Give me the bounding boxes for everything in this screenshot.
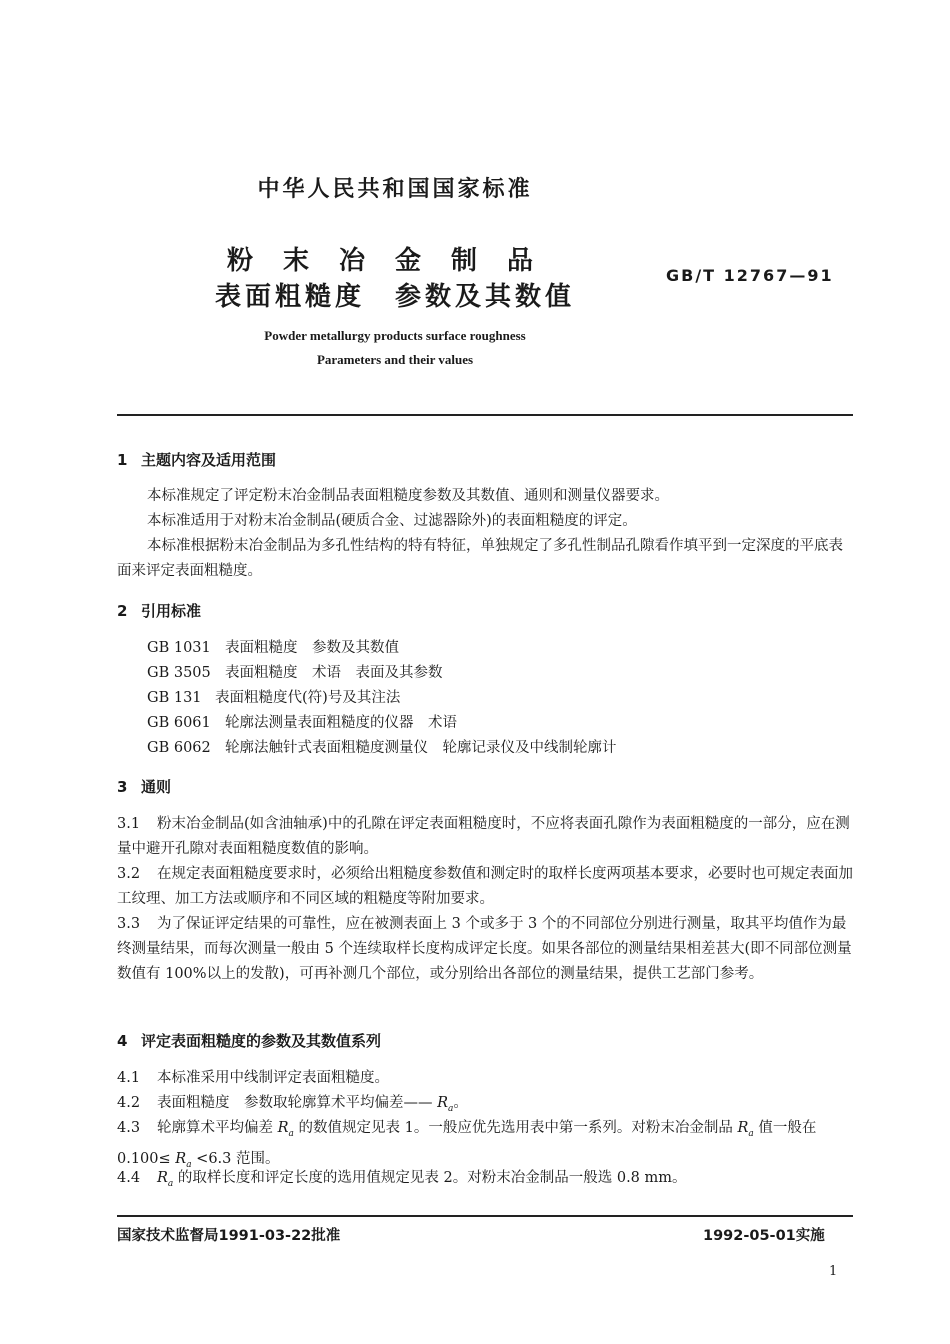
reference-item <box>147 636 399 657</box>
clause-text: 在规定表面粗糙度要求时，必须给出粗糙度参数值和测定时的取样长度两项基本要求，必要时也可规定表面加工纹理、加工方法或顺序和不同区域的粗糙度等附加要求。 <box>117 866 853 907</box>
clause-number: 3.3 <box>117 916 141 932</box>
section-title: 评定表面粗糙度的参数及其数值系列 <box>141 1032 382 1050</box>
section-title: 通则 <box>141 778 172 796</box>
clause-3-1 <box>117 812 853 862</box>
approval-date: 国家技术监督局1991-03-22批准 <box>117 1228 341 1244</box>
reference-title: 轮廓法触针式表面粗糙度测量仪 轮廓记录仪及中线制轮廓计 <box>225 740 617 756</box>
clause-number: 4.1 <box>117 1070 141 1086</box>
paragraph: 本标准规定了评定粉末冶金制品表面粗糙度参数及其数值、通则和测量仪器要求。 <box>147 488 669 504</box>
clause-text: 本标准采用中线制评定表面粗糙度。 <box>157 1070 389 1086</box>
section-title: 引用标准 <box>141 602 202 620</box>
reference-item <box>147 711 457 732</box>
clause-number: 3.2 <box>117 866 141 882</box>
document-title-line2: 表面粗糙度 参数及其数值 <box>214 282 575 312</box>
clause-number: 3.1 <box>117 816 141 832</box>
section-3-heading <box>117 776 171 797</box>
english-title-line1: Powder metallurgy products surface roughness <box>264 328 526 343</box>
implementation-date: 1992-05-01实施 <box>703 1228 825 1244</box>
section-title: 主题内容及适用范围 <box>141 451 277 469</box>
clause-text: 为了保证评定结果的可靠性，应在被测表面上 3 个或多于 3 个的不同部位分别进行测量，取其平均值作为最终测量结果，而每次测量一般由 5 个连续取样长度构成评定长度。如果各部位的测量结果相差甚大(即不同部位测量数值有 100%以上的发散)，可再补测几个部位，或分别给出各部位的测量结果，提供工艺部门参考。 <box>117 916 852 982</box>
reference-item <box>147 661 443 682</box>
reference-title: 表面粗糙度代(符)号及其注法 <box>215 690 401 706</box>
document-title-line1: 粉末冶金制品 <box>226 246 563 276</box>
ra-symbol: $R_a$ <box>437 1095 454 1114</box>
footer-divider <box>117 1215 853 1217</box>
section-1-heading <box>117 449 276 470</box>
section-number: 4 <box>117 1032 128 1050</box>
section-4-heading <box>117 1030 381 1051</box>
standard-type-heading: 中华人民共和国国家标准 <box>257 177 533 202</box>
page-number: 1 <box>829 1264 838 1279</box>
section-2-heading <box>117 600 201 621</box>
clause-4-4 <box>117 1166 853 1197</box>
standard-code: GB/T 12767—91 <box>666 266 834 285</box>
reference-code: GB 131 <box>147 690 202 706</box>
clause-number: 4.3 <box>117 1120 141 1136</box>
reference-item <box>147 686 400 707</box>
header-divider <box>117 414 853 416</box>
section-number: 2 <box>117 602 128 620</box>
clause-text: 轮廓算术平均偏差 <box>157 1120 278 1136</box>
clause-3-2 <box>117 862 853 912</box>
reference-code: GB 1031 <box>147 640 211 656</box>
ra-symbol: $R_a$ <box>157 1170 174 1189</box>
clause-3-3 <box>117 912 853 987</box>
clause-text: <6.3 范围。 <box>191 1150 280 1167</box>
clause-number: 4.4 <box>117 1170 141 1186</box>
clause-text: 值一般在 0.100≤ <box>117 1120 817 1167</box>
ra-symbol: $R_a$ <box>175 1150 192 1170</box>
paragraph: 本标准根据粉末冶金制品为多孔性结构的特有特征，单独规定了多孔性制品孔隙看作填平到一定深度的平底表面来评定表面粗糙度。 <box>117 538 843 579</box>
ra-symbol: $R_a$ <box>737 1120 754 1139</box>
ra-symbol: $R_a$ <box>277 1120 294 1139</box>
clause-4-1 <box>117 1066 853 1091</box>
paragraph: 本标准适用于对粉末冶金制品(硬质合金、过滤器除外)的表面粗糙度的评定。 <box>147 513 637 529</box>
clause-text: 粉末冶金制品(如含油轴承)中的孔隙在评定表面粗糙度时，不应将表面孔隙作为表面粗糙度的一部分，应在测量中避开孔隙对表面粗糙度数值的影响。 <box>117 816 850 857</box>
reference-code: GB 6061 <box>147 715 211 731</box>
reference-item <box>147 736 617 757</box>
section-number: 1 <box>117 451 128 469</box>
reference-title: 表面粗糙度 术语 表面及其参数 <box>225 665 443 681</box>
english-title-line2: Parameters and their values <box>316 352 474 367</box>
clause-punctuation: 。 <box>453 1095 468 1111</box>
reference-title: 轮廓法测量表面粗糙度的仪器 术语 <box>225 715 457 731</box>
reference-code: GB 6062 <box>147 740 211 756</box>
reference-code: GB 3505 <box>147 665 211 681</box>
reference-title: 表面粗糙度 参数及其数值 <box>225 640 399 656</box>
section-number: 3 <box>117 778 128 796</box>
clause-text: 的取样长度和评定长度的选用值规定见表 2。对粉末冶金制品一般选 0.8 mm。 <box>173 1170 687 1186</box>
clause-text: 的数值规定见表 1。一般应优先选用表中第一系列。对粉末冶金制品 <box>293 1120 738 1136</box>
clause-number: 4.2 <box>117 1095 141 1111</box>
clause-text: 表面粗糙度 参数取轮廓算术平均偏差—— <box>157 1095 433 1111</box>
